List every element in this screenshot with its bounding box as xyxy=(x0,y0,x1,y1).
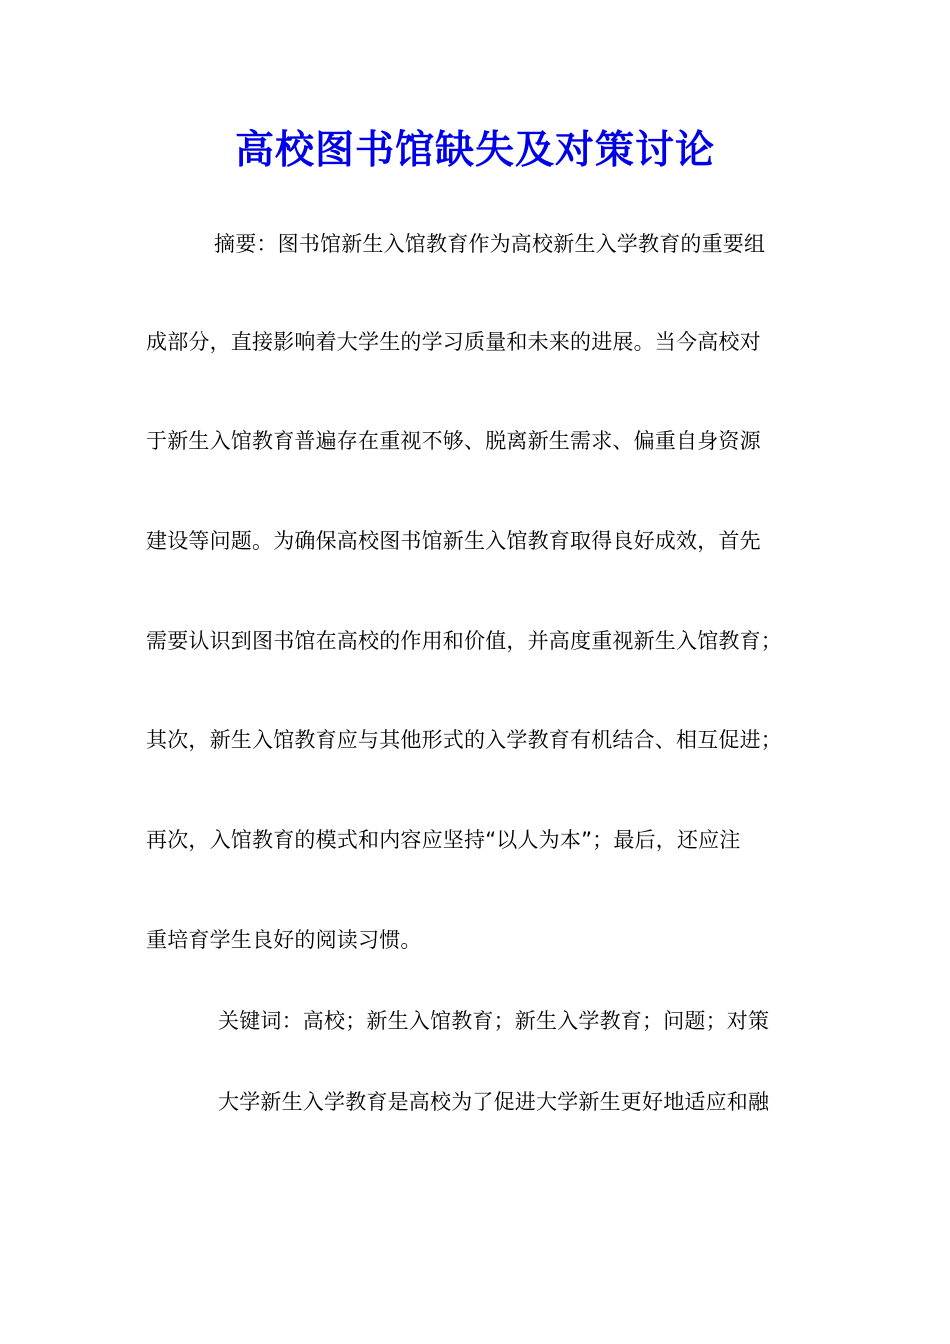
abstract-line-8: 重培育学生良好的阅读习惯。 xyxy=(146,928,422,952)
document-title: 高校图书馆缺失及对策讨论 xyxy=(234,127,715,173)
abstract-line-3: 于新生入馆教育普遍存在重视不够、脱离新生需求、偏重自身资源 xyxy=(146,429,761,453)
abstract-line-5: 需要认识到图书馆在高校的作用和价值，并高度重视新生入馆教育； xyxy=(146,629,782,653)
abstract-line-7: 再次，入馆教育的模式和内容应坚持“以人为本”；最后，还应注 xyxy=(146,828,741,852)
body-line-1: 大学新生入学教育是高校为了促进大学新生更好地适应和融 xyxy=(218,1090,770,1114)
abstract-line-6: 其次，新生入馆教育应与其他形式的入学教育有机结合、相互促进； xyxy=(146,728,782,752)
abstract-line-2: 成部分，直接影响着大学生的学习质量和未来的进展。当今高校对 xyxy=(146,330,761,354)
abstract-line-4: 建设等问题。为确保高校图书馆新生入馆教育取得良好成效，首先 xyxy=(146,529,761,553)
keywords-line: 关键词：高校；新生入馆教育；新生入学教育；问题；对策 xyxy=(218,1009,770,1033)
abstract-line-1: 摘要：图书馆新生入馆教育作为高校新生入学教育的重要组 xyxy=(214,232,766,256)
